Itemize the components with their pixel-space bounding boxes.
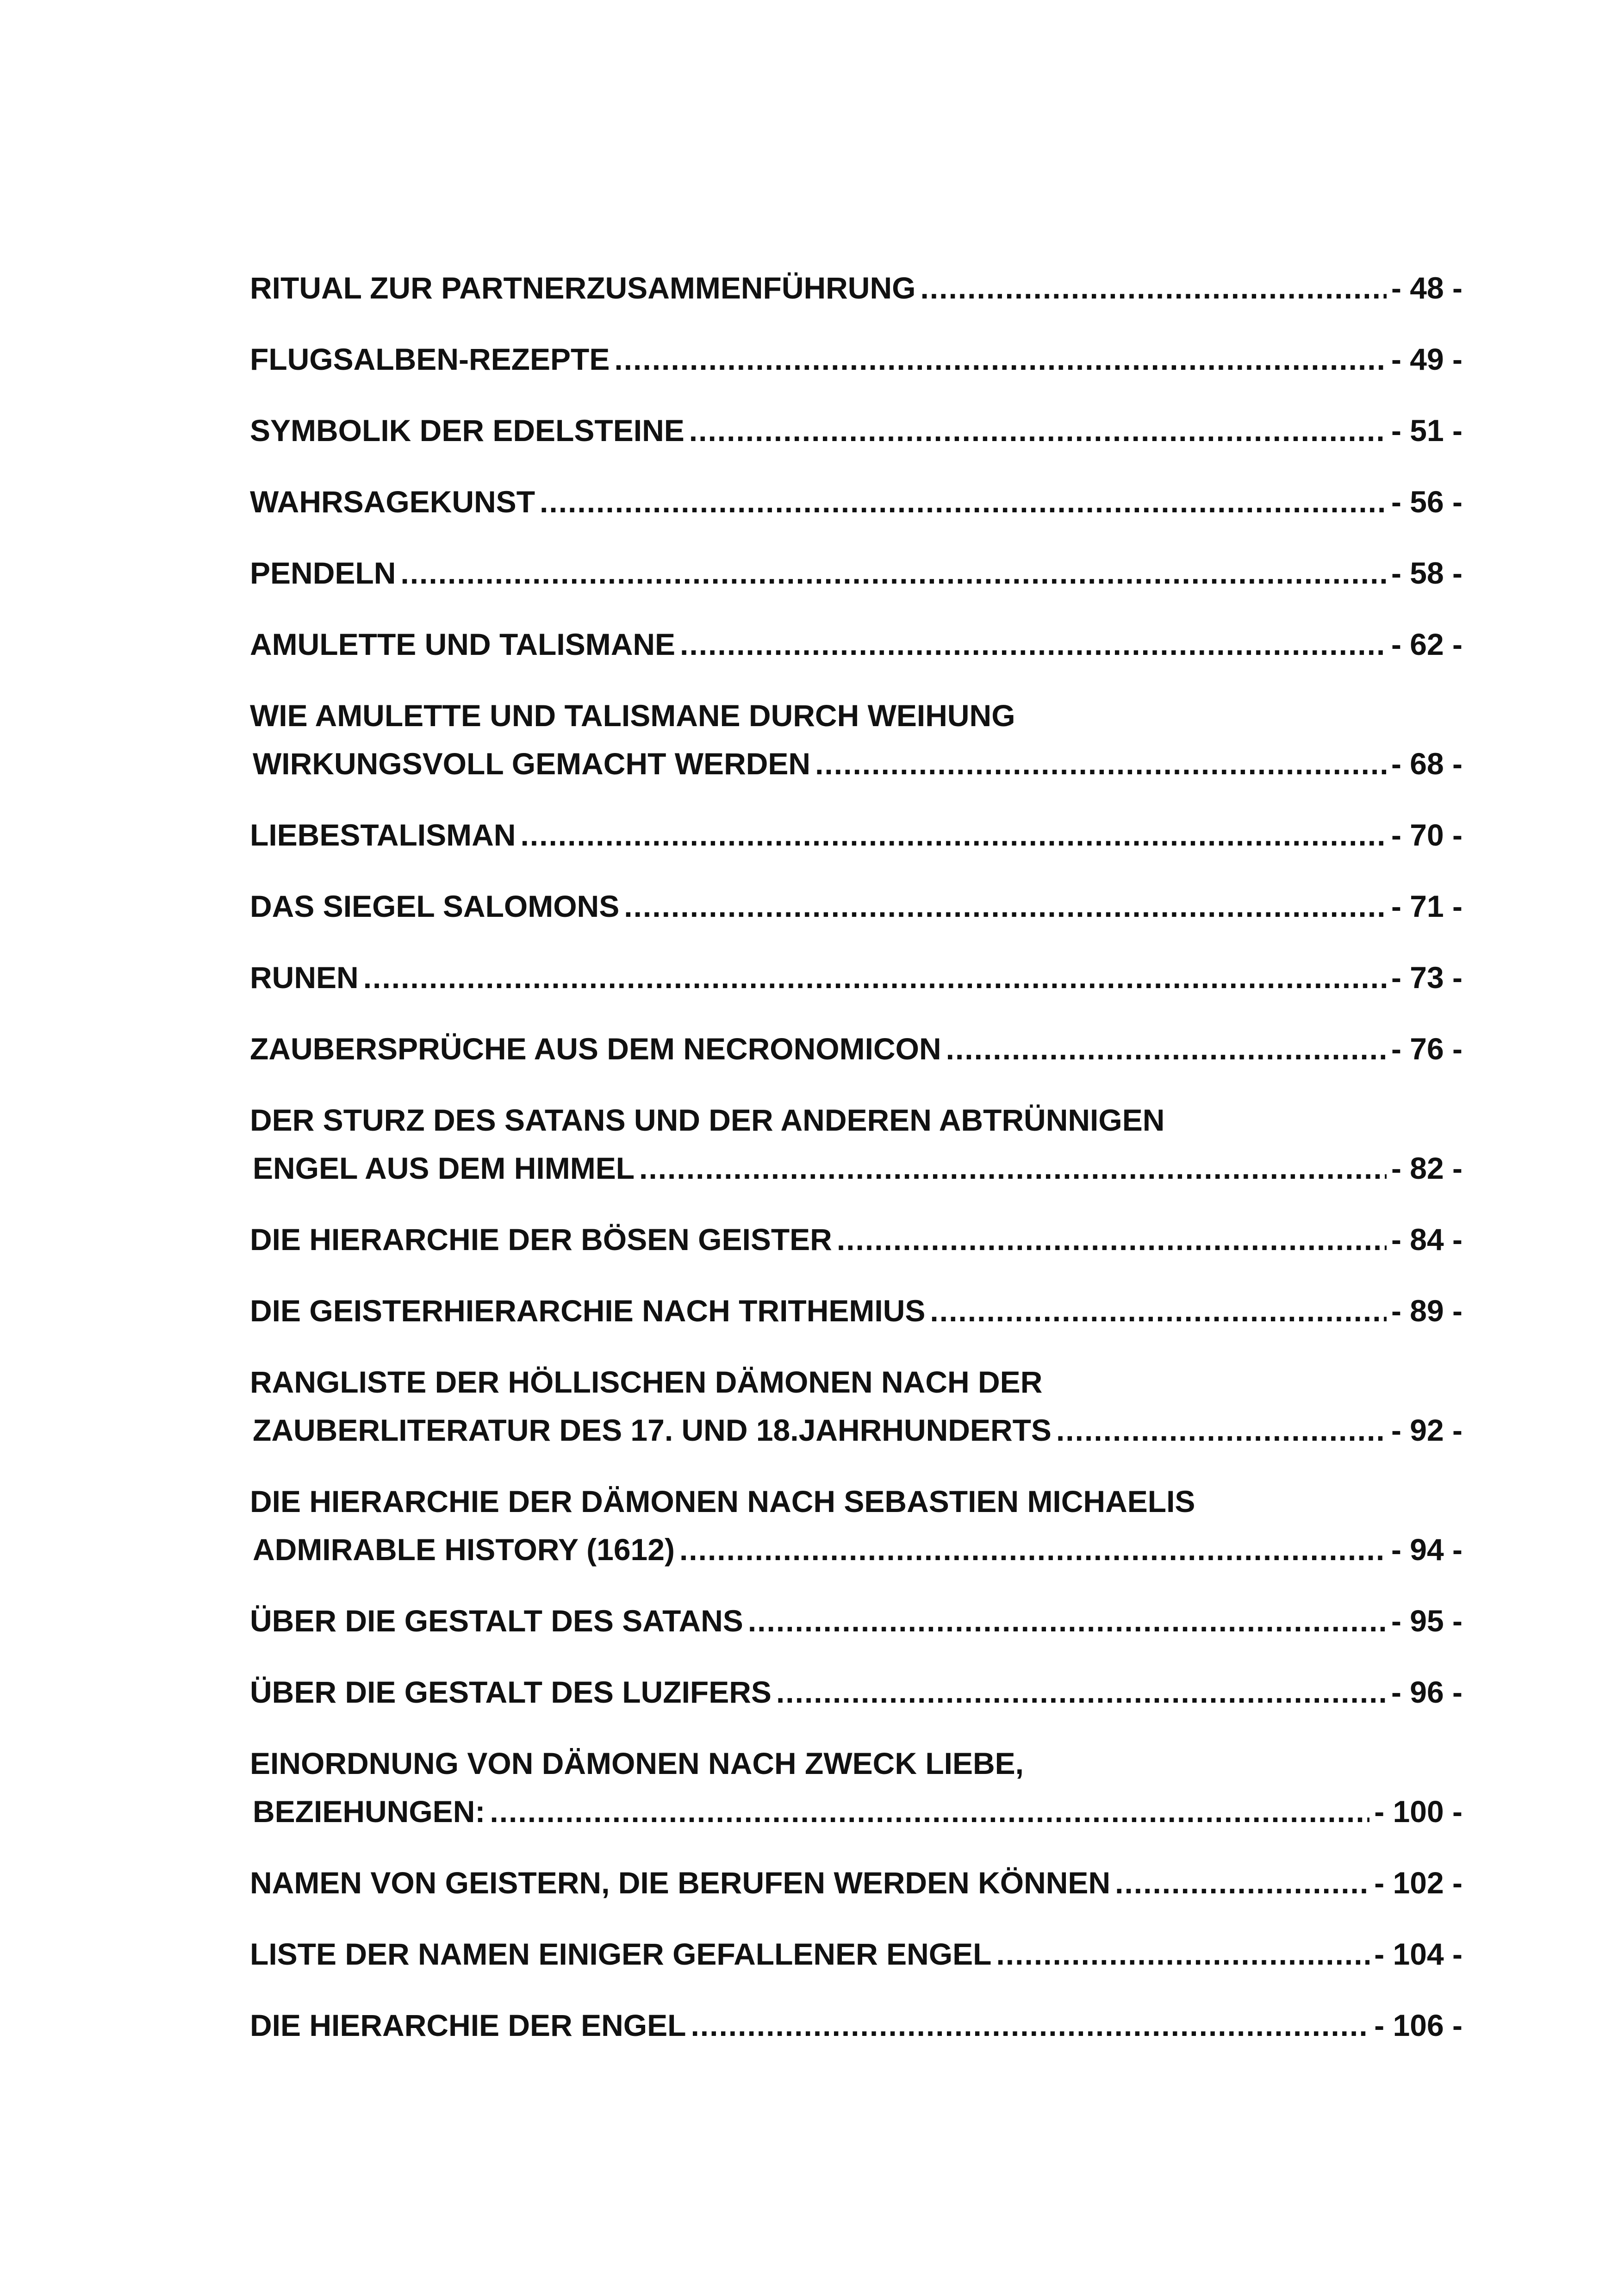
toc-entry-page: - 76 - <box>1391 1032 1462 1066</box>
toc-entry-page: - 100 - <box>1374 1794 1462 1829</box>
toc-entry-title: LIEBESTALISMAN <box>250 818 516 852</box>
toc-entry-page: - 48 - <box>1391 271 1462 305</box>
toc-entry[interactable] <box>250 1859 1462 1907</box>
toc-entry-title-continued: BEZIEHUNGEN: <box>253 1794 485 1829</box>
toc-entry-title: EINORDNUNG VON DÄMONEN NACH ZWECK LIEBE, <box>250 1746 1024 1780</box>
toc-entry-page: - 94 - <box>1391 1532 1462 1567</box>
toc-entry-page: - 92 - <box>1391 1413 1462 1447</box>
dot-leader <box>639 1144 1387 1192</box>
dot-leader <box>679 1525 1387 1574</box>
dot-leader <box>363 953 1387 1002</box>
toc-entry-page: - 49 - <box>1391 342 1462 376</box>
toc-entry[interactable] <box>250 1668 1462 1716</box>
toc-entry-title: DAS SIEGEL SALOMONS <box>250 889 620 923</box>
toc-entry-title: DER STURZ DES SATANS UND DER ANDEREN ABTRÜNNIGEN <box>250 1103 1165 1137</box>
toc-entry-title: ÜBER DIE GESTALT DES LUZIFERS <box>250 1675 772 1709</box>
toc-entry-title: AMULETTE UND TALISMANE <box>250 627 676 661</box>
toc-entry-title: ÜBER DIE GESTALT DES SATANS <box>250 1604 743 1638</box>
toc-entry[interactable] <box>250 811 1462 859</box>
toc-entry[interactable] <box>250 1597 1462 1645</box>
dot-leader <box>490 1787 1369 1836</box>
toc-entry[interactable] <box>250 2001 1462 2049</box>
toc-entry[interactable] <box>250 953 1462 1002</box>
dot-leader <box>946 1025 1387 1073</box>
dot-leader <box>1056 1406 1387 1454</box>
dot-leader <box>930 1287 1387 1335</box>
dot-leader <box>624 882 1387 930</box>
toc-entry-title: RUNEN <box>250 960 359 995</box>
toc-entry-title: DIE HIERARCHIE DER DÄMONEN NACH SEBASTIEN MICHAELIS <box>250 1484 1195 1518</box>
toc-entry-title: PENDELN <box>250 556 396 590</box>
toc-entry-title: DIE HIERARCHIE DER ENGEL <box>250 2008 686 2042</box>
toc-entry-page: - 106 - <box>1374 2008 1462 2042</box>
dot-leader <box>748 1597 1387 1645</box>
toc-entry-page: - 71 - <box>1391 889 1462 923</box>
toc-entry[interactable] <box>250 1930 1462 1978</box>
toc-entry[interactable] <box>250 264 1462 312</box>
dot-leader <box>520 811 1387 859</box>
toc-entry-title: NAMEN VON GEISTERN, DIE BERUFEN WERDEN KÖNNEN <box>250 1866 1111 1900</box>
toc-entry-page: - 104 - <box>1374 1937 1462 1971</box>
toc-entry-page: - 84 - <box>1391 1222 1462 1257</box>
toc-entry-page: - 70 - <box>1391 818 1462 852</box>
toc-entry[interactable] <box>250 620 1462 668</box>
toc-entry-title: RANGLISTE DER HÖLLISCHEN DÄMONEN NACH DER <box>250 1365 1043 1399</box>
toc-entry-title: WIE AMULETTE UND TALISMANE DURCH WEIHUNG <box>250 698 1015 733</box>
dot-leader <box>837 1215 1387 1263</box>
toc-entry-title: SYMBOLIK DER EDELSTEINE <box>250 413 685 448</box>
dot-leader <box>776 1668 1387 1716</box>
toc-entry[interactable] <box>250 1739 1462 1836</box>
toc-entry-page: - 68 - <box>1391 747 1462 781</box>
toc-entry[interactable] <box>250 335 1462 383</box>
dot-leader <box>1115 1859 1369 1907</box>
toc-entry-page: - 102 - <box>1374 1866 1462 1900</box>
toc-entry-title: FLUGSALBEN-REZEPTE <box>250 342 610 376</box>
table-of-contents <box>250 264 1462 2072</box>
toc-entry[interactable] <box>250 882 1462 930</box>
dot-leader <box>614 335 1387 383</box>
toc-entry[interactable] <box>250 1287 1462 1335</box>
toc-entry-title-continued: ADMIRABLE HISTORY (1612) <box>253 1532 675 1567</box>
toc-entry-title-continued: ZAUBERLITERATUR DES 17. UND 18.JAHRHUNDERTS <box>253 1413 1052 1447</box>
toc-entry-title: WAHRSAGEKUNST <box>250 485 535 519</box>
toc-entry-page: - 62 - <box>1391 627 1462 661</box>
toc-entry-title: DIE HIERARCHIE DER BÖSEN GEISTER <box>250 1222 832 1257</box>
dot-leader <box>400 549 1387 597</box>
dot-leader <box>691 2001 1369 2049</box>
toc-entry-page: - 51 - <box>1391 413 1462 448</box>
toc-entry-title: RITUAL ZUR PARTNERZUSAMMENFÜHRUNG <box>250 271 916 305</box>
toc-entry[interactable] <box>250 1025 1462 1073</box>
toc-entry[interactable] <box>250 1096 1462 1192</box>
toc-entry-page: - 96 - <box>1391 1675 1462 1709</box>
toc-entry-page: - 58 - <box>1391 556 1462 590</box>
dot-leader <box>996 1930 1369 1978</box>
toc-entry[interactable] <box>250 549 1462 597</box>
toc-entry-page: - 82 - <box>1391 1151 1462 1185</box>
toc-entry-page: - 56 - <box>1391 485 1462 519</box>
toc-entry-title: ZAUBERSPRÜCHE AUS DEM NECRONOMICON <box>250 1032 941 1066</box>
toc-entry-page: - 95 - <box>1391 1604 1462 1638</box>
dot-leader <box>540 478 1387 526</box>
toc-entry-title: DIE GEISTERHIERARCHIE NACH TRITHEMIUS <box>250 1294 926 1328</box>
toc-entry-title-continued: WIRKUNGSVOLL GEMACHT WERDEN <box>253 747 811 781</box>
toc-entry[interactable] <box>250 406 1462 454</box>
dot-leader <box>920 264 1386 312</box>
toc-entry[interactable] <box>250 1358 1462 1454</box>
toc-entry[interactable] <box>250 1477 1462 1574</box>
toc-entry-page: - 89 - <box>1391 1294 1462 1328</box>
dot-leader <box>680 620 1387 668</box>
toc-entry[interactable] <box>250 478 1462 526</box>
toc-entry-title: LISTE DER NAMEN EINIGER GEFALLENER ENGEL <box>250 1937 992 1971</box>
dot-leader <box>689 406 1387 454</box>
dot-leader <box>815 740 1387 788</box>
toc-entry-title-continued: ENGEL AUS DEM HIMMEL <box>253 1151 635 1185</box>
toc-entry[interactable] <box>250 691 1462 788</box>
toc-entry[interactable] <box>250 1215 1462 1263</box>
toc-entry-page: - 73 - <box>1391 960 1462 995</box>
